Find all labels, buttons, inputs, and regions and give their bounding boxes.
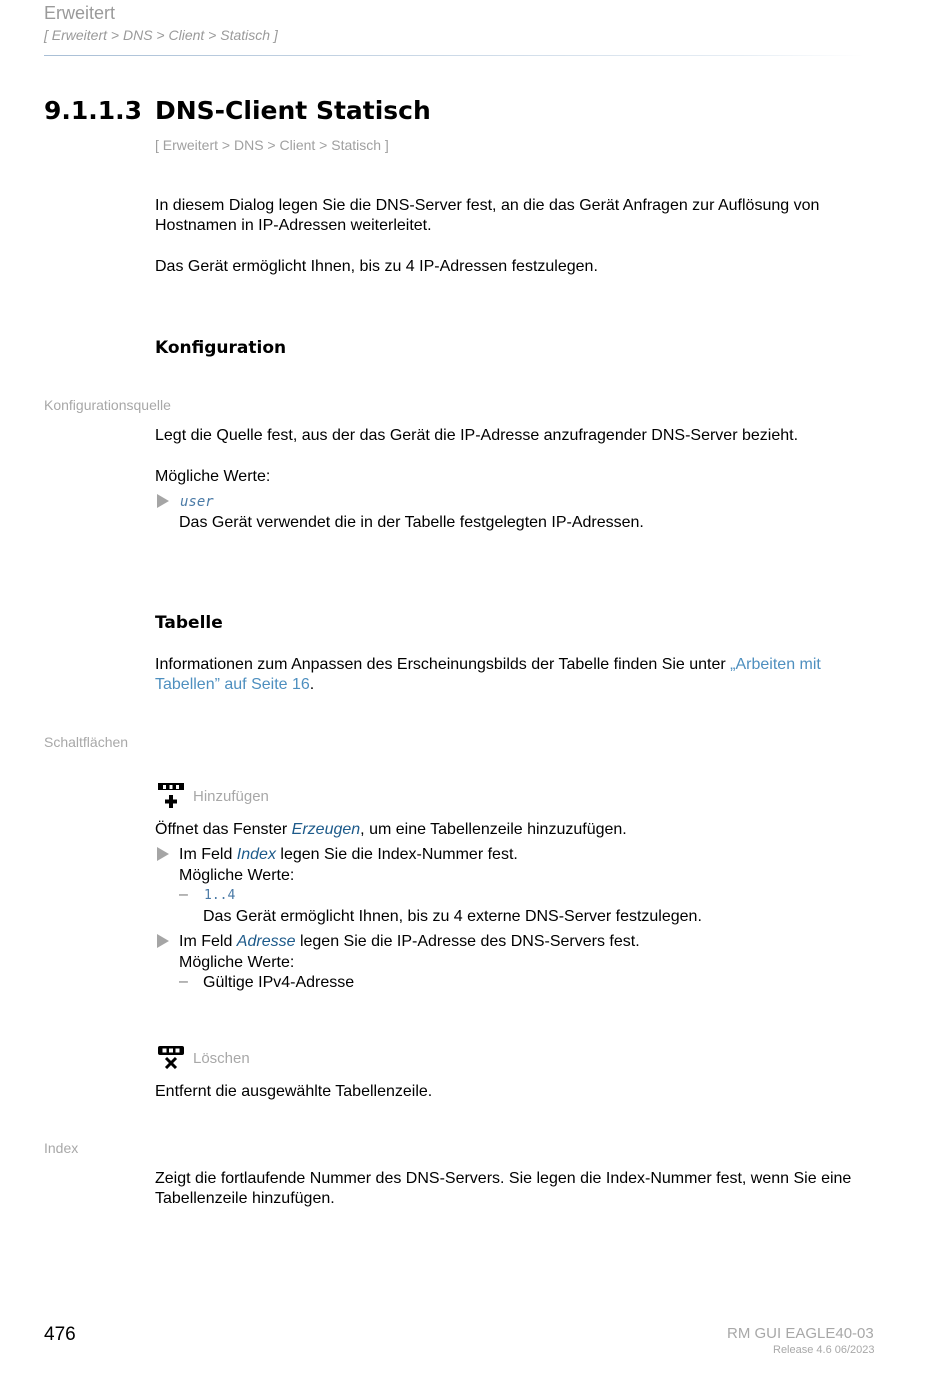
step1-pre: Im Feld bbox=[179, 846, 237, 863]
intro-paragraph-1: In diesem Dialog legen Sie die DNS-Server fest, an die das Gerät Anfragen zur Auflösung von Hostnamen in IP-Adressen weiterleitet. bbox=[155, 197, 820, 234]
triangle-bullet-icon bbox=[157, 934, 169, 948]
table-delete-row-icon bbox=[157, 1045, 185, 1069]
tabelle-paragraph bbox=[155, 655, 880, 695]
step1-post: legen Sie die Index-Nummer fest. bbox=[275, 846, 518, 863]
add-desc-pre: Öffnet das Fenster bbox=[155, 821, 292, 838]
triangle-bullet-icon bbox=[157, 494, 169, 508]
dash-bullet: – bbox=[179, 886, 188, 903]
tabelle-text-end: . bbox=[309, 676, 315, 693]
step2-pre: Im Feld bbox=[179, 933, 237, 950]
field-erzeugen: Erzeugen bbox=[291, 821, 361, 838]
delete-desc: Entfernt die ausgewählte Tabellenzeile. bbox=[155, 1083, 433, 1100]
delete-button-label: Löschen bbox=[193, 1050, 250, 1067]
tabelle-text: Informationen zum Anpassen des Erscheinungsbilds der Tabelle finden Sie unter bbox=[155, 656, 731, 673]
tabelle-heading: Tabelle bbox=[155, 613, 223, 633]
konfiguration-values-label: Mögliche Werte: bbox=[155, 468, 271, 485]
step1-range: 1..4 bbox=[204, 888, 236, 903]
add-step-1 bbox=[179, 845, 879, 865]
header-divider bbox=[44, 55, 864, 56]
step2-values-label: Mögliche Werte: bbox=[179, 954, 295, 971]
section-title: DNS-Client Statisch bbox=[155, 96, 431, 125]
header-breadcrumb: [ Erweitert > DNS > Client > Statisch ] bbox=[44, 27, 278, 43]
add-button-label: Hinzufügen bbox=[193, 788, 269, 805]
value-user-desc: Das Gerät verwendet die in der Tabelle festgelegten IP-Adressen. bbox=[179, 514, 644, 531]
footer-release: Release 4.6 06/2023 bbox=[773, 1344, 875, 1356]
index-desc: Zeigt die fortlaufende Nummer des DNS-Servers. Sie legen die Index-Nummer fest, wenn Sie eine Tabellenzeile hinzufügen. bbox=[155, 1170, 852, 1207]
footer-doc-id: RM GUI EAGLE40-03 bbox=[727, 1325, 874, 1342]
add-desc bbox=[155, 820, 895, 840]
page-number: 476 bbox=[44, 1324, 76, 1345]
konfigurationsquelle-desc: Legt die Quelle fest, aus der das Gerät die IP-Adresse anzufragender DNS-Server bezieht. bbox=[155, 427, 799, 444]
step1-range-desc: Das Gerät ermöglicht Ihnen, bis zu 4 externe DNS-Server festzulegen. bbox=[203, 908, 702, 925]
step2-value: Gültige IPv4-Adresse bbox=[203, 974, 355, 991]
table-add-row-icon bbox=[157, 781, 185, 809]
value-user: user bbox=[180, 494, 214, 510]
step1-values-label: Mögliche Werte: bbox=[179, 867, 295, 884]
triangle-bullet-icon bbox=[157, 847, 169, 861]
schaltflaechen-label: Schaltflächen bbox=[44, 734, 129, 750]
section-breadcrumb: [ Erweitert > DNS > Client > Statisch ] bbox=[155, 137, 389, 153]
header-title: Erweitert bbox=[44, 3, 116, 23]
field-adresse: Adresse bbox=[236, 933, 296, 950]
intro-paragraph-2: Das Gerät ermöglicht Ihnen, bis zu 4 IP-Adressen festzulegen. bbox=[155, 258, 598, 275]
field-index: Index bbox=[236, 846, 276, 863]
add-step-2 bbox=[179, 932, 879, 952]
step2-post: legen Sie die IP-Adresse des DNS-Servers fest. bbox=[295, 933, 640, 950]
konfigurationsquelle-label: Konfigurationsquelle bbox=[44, 397, 171, 413]
tabelle-link[interactable]: „Arbeiten mit Tabellen” auf Seite 16 bbox=[155, 656, 821, 693]
dash-bullet: – bbox=[179, 973, 188, 990]
add-desc-post: , um eine Tabellenzeile hinzuzufügen. bbox=[360, 821, 627, 838]
index-label: Index bbox=[44, 1140, 79, 1156]
konfiguration-heading: Konfiguration bbox=[155, 338, 287, 358]
section-number: 9.1.1.3 bbox=[44, 96, 143, 125]
